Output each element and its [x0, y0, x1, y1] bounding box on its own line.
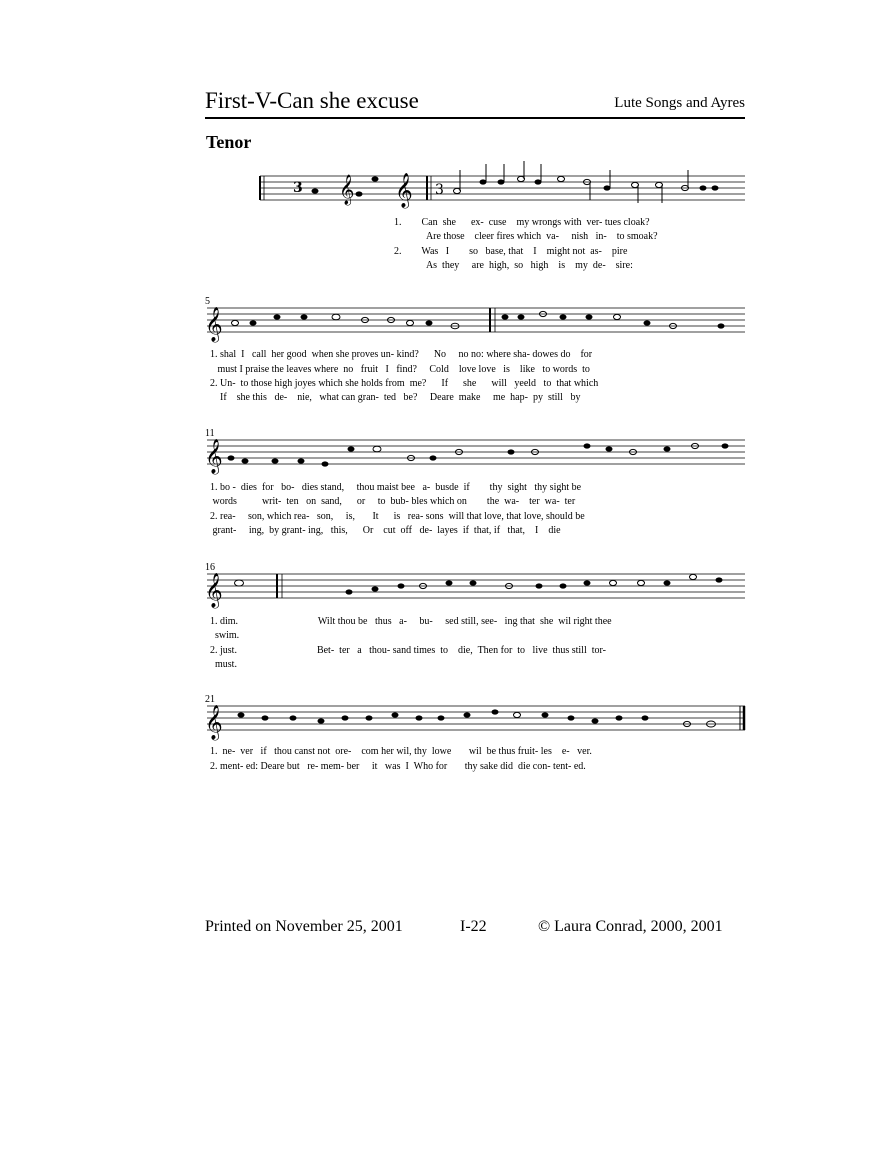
lyric-line: 2. Was I so base, that I might not as- pire [394, 246, 628, 257]
svg-text:𝄞: 𝄞 [205, 439, 223, 474]
measure-number: 5 [205, 296, 210, 307]
staff-system-5 [205, 698, 747, 748]
footer-page-number: I-22 [460, 918, 487, 935]
lyric-line: Are those cleer fires which va- nish in- to smoak? [394, 231, 658, 242]
lyric-line: 1. ne- ver if thou canst not ore- com her wil, thy lowe wil be thus fruit- les e- ver. [210, 746, 592, 757]
svg-text:𝄞: 𝄞 [205, 307, 223, 342]
lyric-line: 1. Can she ex- cuse my wrongs with ver- tues cloak? [394, 217, 650, 228]
staff-system-3 [205, 432, 747, 482]
svg-text:𝄞: 𝄞 [205, 705, 223, 740]
measure-number: 21 [205, 694, 215, 705]
svg-text:3: 3 [293, 180, 303, 196]
collection-title: Lute Songs and Ayres [614, 95, 745, 111]
page-title: First-V-Can she excuse [205, 88, 419, 113]
footer-copyright: © Laura Conrad, 2000, 2001 [538, 918, 723, 935]
lyric-line: 2. ment- ed: Deare but re- mem- ber it was I Who for thy sake did die con- tent- ed. [210, 761, 586, 772]
staff-system-4 [205, 566, 747, 616]
part-name: Tenor [206, 132, 252, 152]
lyric-line: 2. rea- son, which rea- son, is, It is rea- sons will that love, that love, should be [210, 511, 585, 522]
lyric-line: 1. dim. Wilt thou be thus a- bu- sed still, see- ing that she wil right thee [210, 616, 612, 627]
measure-number: 11 [205, 428, 215, 439]
lyric-line: words writ- ten on sand, or to bub- bles which on the wa- ter wa- ter [210, 496, 576, 507]
header-rule [205, 117, 745, 119]
lyric-line: 1. shal I call her good when she proves un- kind? No no no: where sha- dowes do for [210, 349, 593, 360]
lyric-line: grant- ing, by grant- ing, this, Or cut off de- layes if that, if that, I die [210, 525, 561, 536]
lyric-line: If she this de- nie, what can gran- ted be? Deare make me hap- py still by [210, 392, 581, 403]
svg-text:𝄞: 𝄞 [395, 173, 413, 208]
svg-text:3: 3 [435, 182, 444, 198]
footer-printed-date: Printed on November 25, 2001 [205, 918, 403, 935]
staff-system-1 [255, 168, 747, 218]
lyric-line: 2. Un- to those high joyes which she holds from me? If she will yeeld to that which [210, 378, 599, 389]
svg-text:𝄞: 𝄞 [339, 175, 355, 205]
lyric-line: 1. bo - dies for bo- dies stand, thou maist bee a- busde if thy sight thy sight be [210, 482, 582, 493]
staff-system-2 [205, 300, 747, 350]
lyric-line: swim. [210, 630, 240, 641]
lyric-line: must I praise the leaves where no fruit I find? Cold love love is like to words to [210, 364, 590, 375]
lyric-line: As they are high, so high is my de- sire: [394, 260, 633, 271]
lyric-line: must. [210, 659, 237, 670]
measure-number: 16 [205, 562, 215, 573]
lyric-line: 2. just. Bet- ter a thou- sand times to die, Then for to live thus still tor- [210, 645, 606, 656]
svg-text:𝄞: 𝄞 [205, 573, 223, 608]
